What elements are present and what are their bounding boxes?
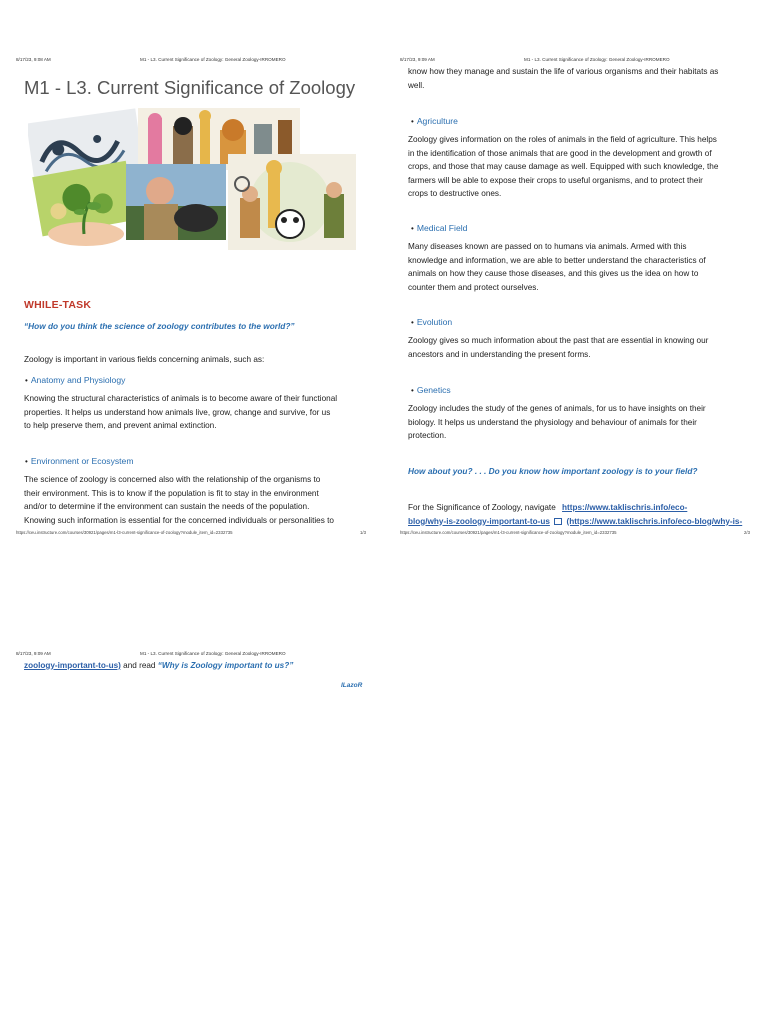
author-signature: ILazoR [341, 682, 363, 689]
intro-text: Zoology is important in various fields concerning animals, such as: [24, 355, 265, 364]
page1-footer-page: 1/3 [360, 530, 366, 535]
text-line: know how they manage and sustain the life of various organisms and their habitats as [408, 67, 719, 76]
page1-header-date: 8/17/23, 9:08 AM [16, 57, 51, 62]
page-title: M1 - L3. Current Significance of Zoology [24, 77, 356, 98]
evolution-heading [411, 317, 452, 327]
text-line: to help preserve them, and prevent animal extinction. [24, 421, 217, 431]
text-line: farmers will be able to expose their crops to useful organisms, and to protect their [408, 175, 703, 185]
environment-paragraph [24, 473, 369, 527]
text-line: Knowing such information is essential for the concerned individuals or personalities to [24, 515, 334, 525]
text-line [408, 515, 758, 529]
page1-header-title: M1 - L3. Current Significance of Zoology: General Zoology-IRROMERO [140, 57, 286, 62]
genetics-heading [411, 385, 451, 395]
anatomy-heading-label: Anatomy and Physiology [30, 375, 126, 385]
evolution-paragraph [408, 334, 753, 361]
medical-heading [411, 223, 467, 233]
page2-header-date: 8/17/23, 9:09 AM [400, 57, 435, 62]
text-line: protection. [408, 431, 447, 441]
text-line: their environment. This is to know if the population is fit to stay in the environment [24, 488, 319, 498]
link-continuation[interactable]: zoology-important-to-us) [24, 661, 121, 670]
page2-footer-url: https://ceu.instructure.com/courses/30921/pages/m1-l3-current-significance-of-zoology?module_item_id=2332735 [400, 530, 617, 535]
read-paragraph [24, 659, 293, 673]
bullet-icon: • [411, 386, 414, 395]
text-line: and/or to determine if the environment can sustain the needs of the population. [24, 502, 310, 512]
agriculture-heading-label: Agriculture [416, 116, 458, 126]
significance-link-continued[interactable]: blog/why-is-zoology-important-to-us [408, 516, 550, 526]
evolution-heading-label: Evolution [416, 317, 453, 327]
navigate-paragraph [408, 501, 758, 528]
read-title: “Why is Zoology important to us?” [157, 661, 294, 670]
text-line: Knowing the structural characteristics of animals is to become aware of their functional [24, 394, 338, 403]
genetics-heading-label: Genetics [416, 385, 451, 395]
text-line: in the identification of those animals that are good in the development and growth of [408, 148, 712, 158]
while-task-heading: WHILE-TASK [24, 299, 92, 311]
text-line: knowledge and information, we are able to better understand the characteristics of [408, 255, 706, 265]
significance-link-full[interactable]: (https://www.taklischris.info/eco-blog/why-is- [566, 516, 743, 526]
text-line: Many diseases known are passed on to humans via animals. Armed with this [408, 242, 687, 251]
text-line [408, 501, 758, 515]
zoology-collage-image [28, 106, 358, 254]
field-question: How about you? . . . Do you know how important zoology is to your field? [408, 466, 698, 476]
read-text: and read [123, 661, 156, 670]
anatomy-paragraph [24, 392, 369, 433]
text-line: Zoology gives information on the roles of animals in the field of agriculture. This helps [408, 135, 717, 144]
agriculture-heading [411, 116, 458, 126]
agriculture-paragraph [408, 133, 753, 201]
text-line: counter them and protect ourselves. [408, 282, 539, 292]
page2-header-title: M1 - L3. Current Significance of Zoology: General Zoology-IRROMERO [524, 57, 670, 62]
text-line: crops, and those that may cause damage as well. Equipped with such knowledge, the [408, 162, 719, 172]
environment-heading [25, 456, 134, 466]
text-line: ancestors and in understanding the present forms. [408, 349, 591, 359]
text-line: The science of zoology is concerned also with the relationship of the organisms to [24, 475, 321, 484]
environment-continuation [408, 65, 753, 92]
text-line: Zoology includes the study of the genes of animals, for us to have insights on their [408, 404, 706, 413]
bullet-icon: • [411, 117, 414, 126]
bullet-icon: • [25, 457, 28, 466]
text-line: animals on how they cause those diseases, and this gives us the idea on how to [408, 269, 699, 279]
text-line: crops to destructive ones. [408, 189, 502, 199]
navigate-prefix: For the Significance of Zoology, navigate [408, 503, 556, 512]
bullet-icon: • [411, 318, 414, 327]
while-task-question: “How do you think the science of zoology contributes to the world?” [24, 321, 295, 331]
medical-paragraph [408, 240, 753, 294]
anatomy-heading [25, 375, 125, 385]
text-line: Zoology gives so much information about the past that are essential in knowing our [408, 336, 709, 345]
bullet-icon: • [25, 376, 28, 385]
significance-link[interactable]: https://www.taklischris.info/eco- [562, 503, 688, 512]
text-line: properties. It helps us understand how animals live, grow, change and survive, for us [24, 407, 331, 417]
page2-footer-page: 2/3 [744, 530, 750, 535]
text-line: biology. It helps us understand the physiology and behaviour of animals for their [408, 417, 697, 427]
page3-header-date: 8/17/23, 9:09 AM [16, 651, 51, 656]
text-line: well. [408, 80, 425, 90]
external-link-icon[interactable] [554, 518, 562, 525]
medical-heading-label: Medical Field [416, 223, 468, 233]
genetics-paragraph [408, 402, 753, 443]
page3-header-title: M1 - L3. Current Significance of Zoology: General Zoology-IRROMERO [140, 651, 286, 656]
environment-heading-label: Environment or Ecosystem [30, 456, 134, 466]
bullet-icon: • [411, 224, 414, 233]
page1-footer-url: https://ceu.instructure.com/courses/30921/pages/m1-l3-current-significance-of-zoology?module_item_id=2332735 [16, 530, 233, 535]
